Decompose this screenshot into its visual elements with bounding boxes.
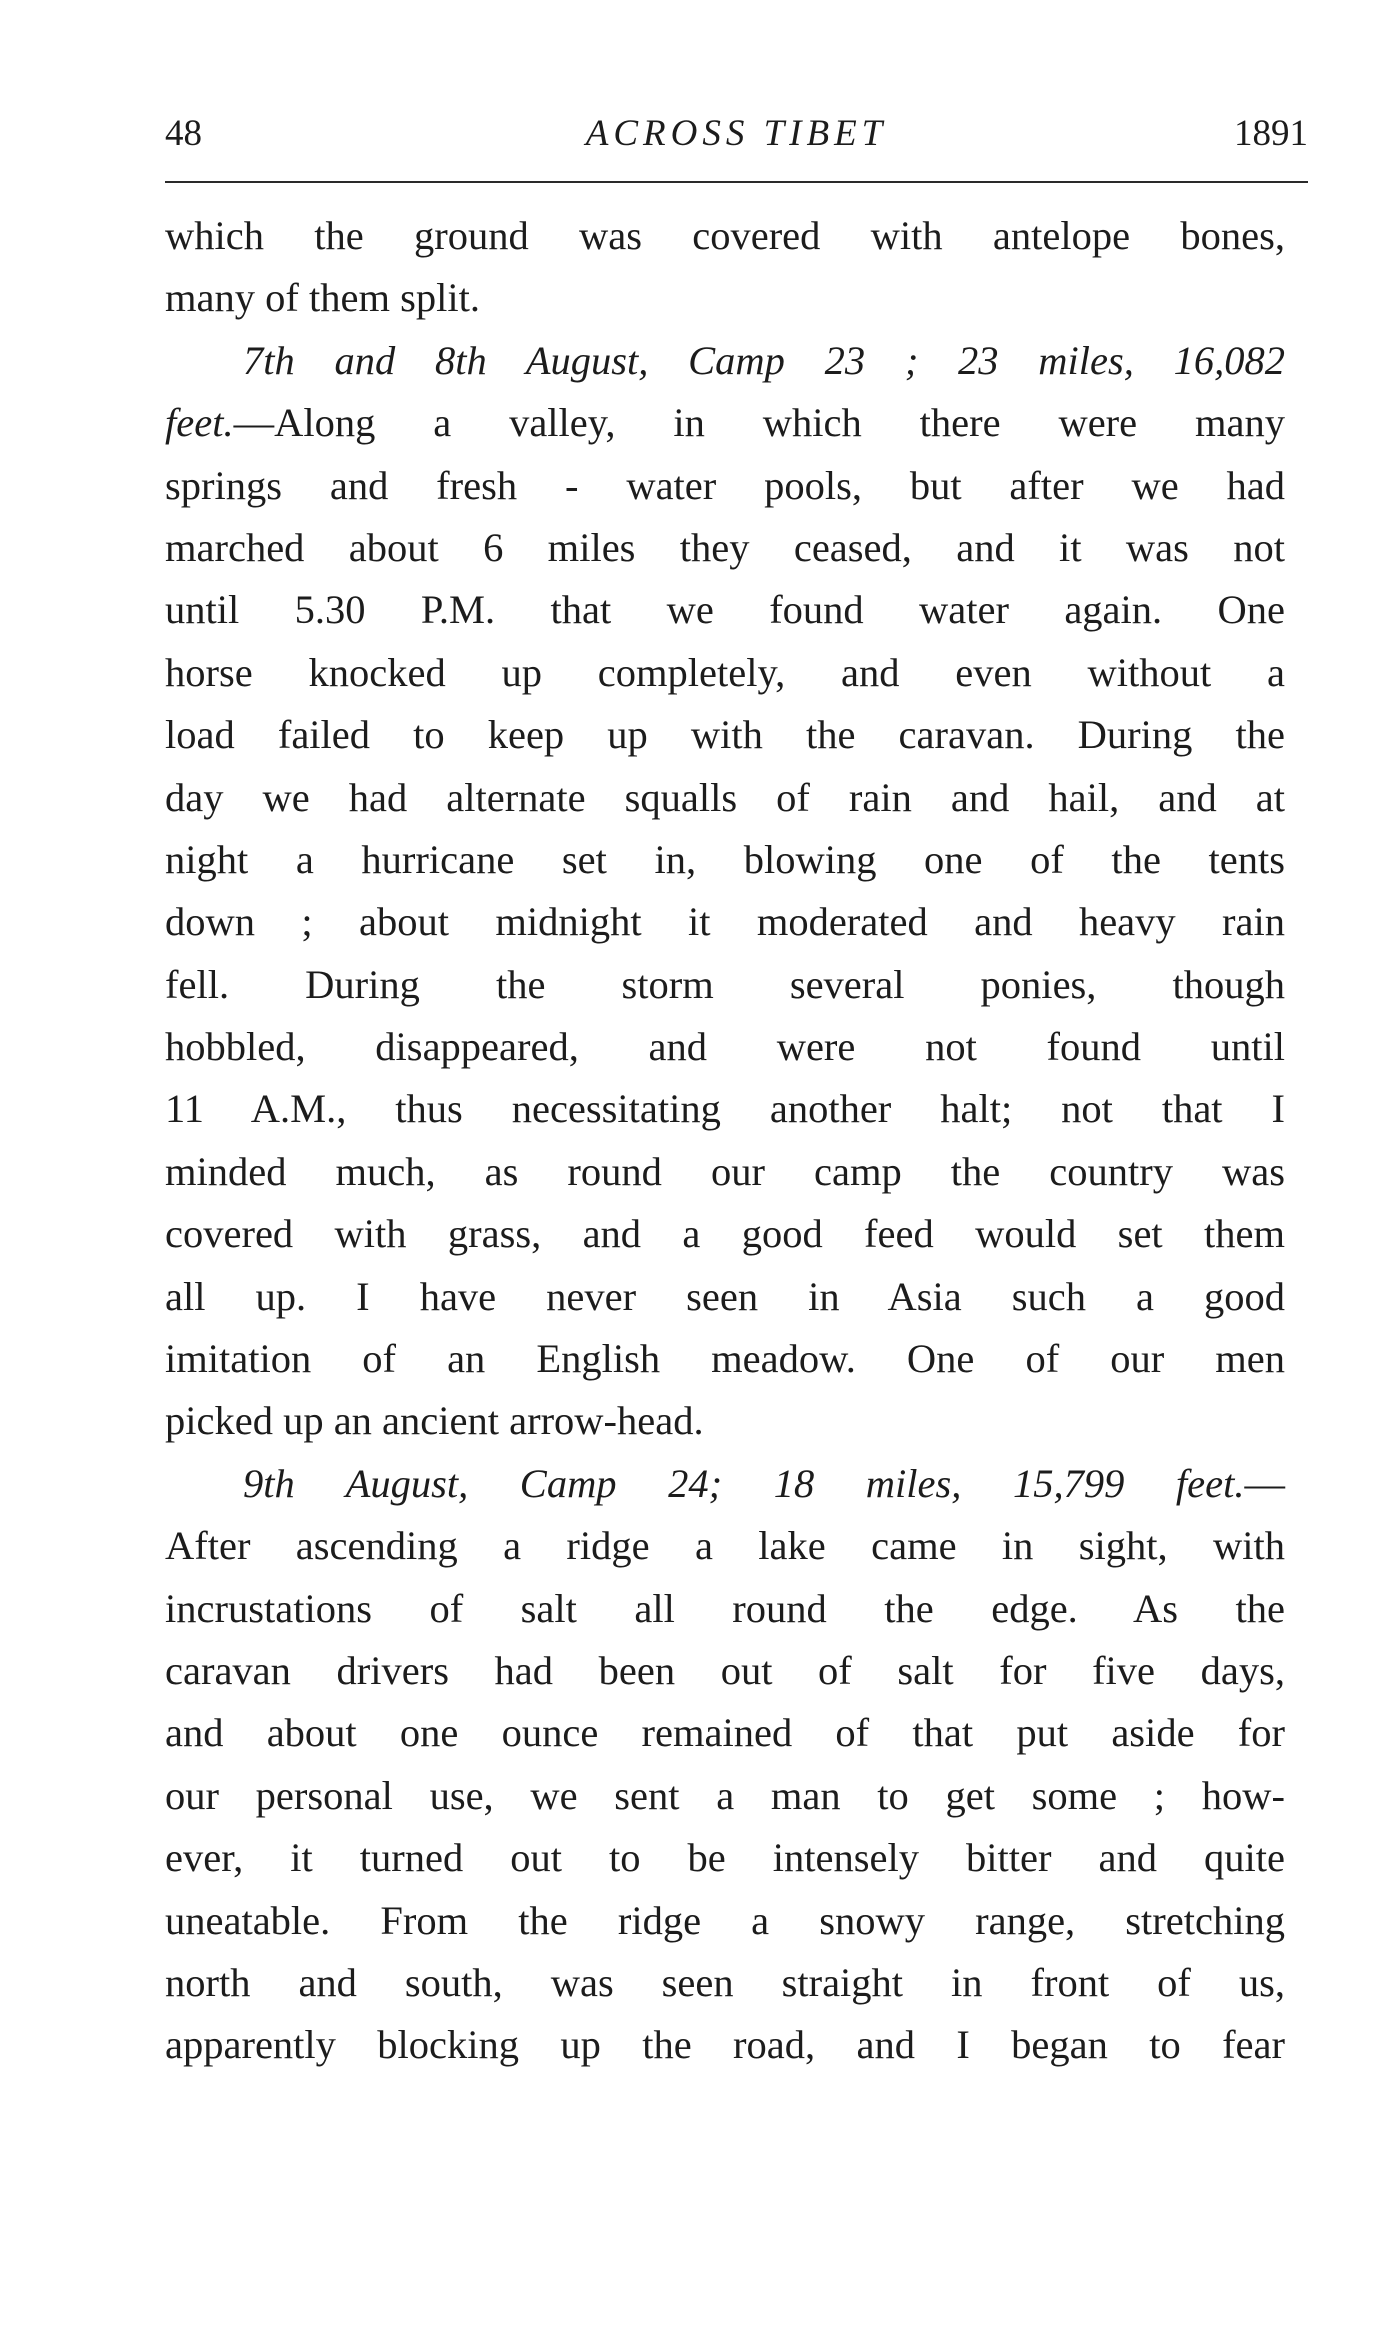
text-run: all up. I have never seen in Asia such a good xyxy=(165,1273,1285,1319)
text-line xyxy=(165,1328,1285,1390)
text-line xyxy=(165,1515,1285,1577)
text-line xyxy=(165,517,1285,579)
text-run: which the ground was covered with antelope bones, xyxy=(165,213,1285,258)
text-line xyxy=(165,2014,1285,2076)
text-line xyxy=(165,205,1285,267)
entry-heading-line xyxy=(165,1453,1285,1515)
text-run: night a hurricane set in, blowing one of the tents xyxy=(165,836,1285,882)
running-head-year: 1891 xyxy=(1234,113,1308,154)
text-run: hobbled, disappeared, and were not found until xyxy=(165,1024,1285,1070)
text-line xyxy=(165,1952,1285,2014)
text-run: north and south, was seen straight in front of us, xyxy=(165,1959,1285,2005)
text-line xyxy=(165,1141,1285,1203)
running-title: ACROSS TIBET xyxy=(585,113,888,154)
text-line xyxy=(165,1827,1285,1889)
text-line xyxy=(165,891,1285,953)
text-line xyxy=(165,455,1285,517)
text-run: fell. During the storm several ponies, though xyxy=(165,961,1285,1007)
text-run: apparently blocking up the road, and I began to fear xyxy=(165,2022,1285,2068)
text-line xyxy=(165,392,1285,454)
entry-heading-line xyxy=(165,330,1285,392)
text-line xyxy=(165,767,1285,829)
text-run: many of them split. xyxy=(165,275,480,321)
text-run: day we had alternate squalls of rain and hail, and at xyxy=(165,774,1285,820)
text-run: incrustations of salt all round the edge. As the xyxy=(165,1585,1285,1631)
text-line xyxy=(165,954,1285,1016)
text-line xyxy=(165,642,1285,704)
text-line xyxy=(165,579,1285,641)
text-run: After ascending a ridge a lake came in sight, with xyxy=(165,1523,1285,1569)
text-run: horse knocked up completely, and even without a xyxy=(165,649,1285,695)
body-text xyxy=(165,205,1285,2077)
text-run: imitation of an English meadow. One of our men xyxy=(165,1336,1285,1382)
text-run: marched about 6 miles they ceased, and it was not xyxy=(165,524,1285,570)
text-run: down ; about midnight it moderated and heavy rain xyxy=(165,899,1285,945)
text-line xyxy=(165,1390,1285,1452)
text-line xyxy=(165,1203,1285,1265)
text-run: our personal use, we sent a man to get some ; how- xyxy=(165,1772,1285,1818)
italic-run: 9th August, Camp 24; 18 miles, 15,799 feet. xyxy=(243,1460,1245,1506)
page-number: 48 xyxy=(165,113,202,154)
text-line xyxy=(165,1578,1285,1640)
text-line xyxy=(165,1765,1285,1827)
italic-run: feet. xyxy=(165,400,234,446)
header-rule xyxy=(165,181,1308,183)
text-line xyxy=(165,1702,1285,1764)
text-run: —Along a valley, in which there were many xyxy=(233,400,1285,446)
text-run: and about one ounce remained of that put aside for xyxy=(165,1710,1285,1756)
text-line xyxy=(165,1266,1285,1328)
text-run: ever, it turned out to be intensely bitter and quite xyxy=(165,1835,1285,1881)
text-run: picked up an ancient arrow-head. xyxy=(165,1398,704,1444)
text-line xyxy=(165,829,1285,891)
text-run: covered with grass, and a good feed would set them xyxy=(165,1211,1285,1257)
text-line xyxy=(165,1016,1285,1078)
text-run: 11 A.M., thus necessitating another halt; not that I xyxy=(165,1086,1285,1132)
text-run: — xyxy=(1244,1460,1285,1506)
text-line xyxy=(165,704,1285,766)
text-run: until 5.30 P.M. that we found water again. One xyxy=(165,587,1285,633)
running-head xyxy=(165,112,1308,162)
italic-run: 7th and 8th August, Camp 23 ; 23 miles, 16,082 xyxy=(243,337,1285,383)
text-run: springs and fresh - water pools, but after we had xyxy=(165,462,1285,508)
text-run: caravan drivers had been out of salt for five days, xyxy=(165,1647,1285,1693)
text-run: load failed to keep up with the caravan. During the xyxy=(165,712,1285,758)
text-line xyxy=(165,1640,1285,1702)
text-run: minded much, as round our camp the country was xyxy=(165,1148,1285,1194)
text-line xyxy=(165,267,1285,329)
text-line xyxy=(165,1078,1285,1140)
text-run: uneatable. From the ridge a snowy range, stretching xyxy=(165,1897,1285,1943)
text-line xyxy=(165,1890,1285,1952)
